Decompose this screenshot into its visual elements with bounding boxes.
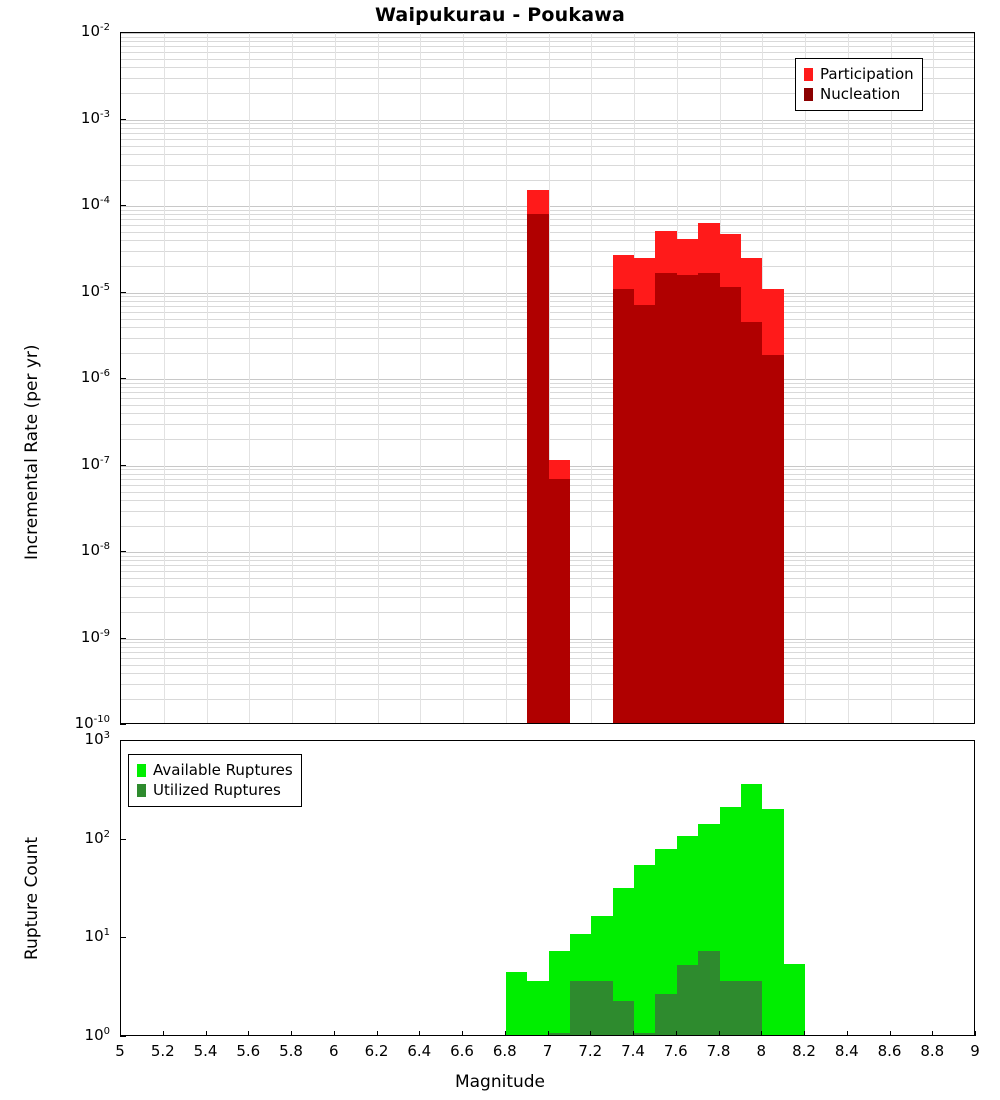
x-tick-label: 6.2 bbox=[364, 1042, 389, 1060]
bar-nucleation bbox=[677, 275, 698, 723]
utilized-color-icon bbox=[137, 784, 146, 797]
x-tick-label: 7.4 bbox=[621, 1042, 645, 1060]
y-tick-mark bbox=[120, 551, 126, 552]
x-tick-label: 5.8 bbox=[279, 1042, 303, 1060]
x-tick-mark bbox=[847, 1031, 848, 1036]
x-tick-mark bbox=[890, 1031, 891, 1036]
bar-utilized bbox=[613, 1001, 634, 1035]
top-bars bbox=[121, 33, 974, 723]
y-tick-label: $10^{-2}$ bbox=[80, 22, 110, 40]
bottom-y-axis-title: Rupture Count bbox=[22, 836, 42, 960]
x-tick-label: 6 bbox=[328, 1042, 339, 1060]
x-tick-mark bbox=[932, 1031, 933, 1036]
bar-nucleation bbox=[549, 479, 570, 723]
bar-utilized bbox=[677, 965, 698, 1035]
x-axis-title: Magnitude bbox=[454, 1072, 546, 1092]
y-tick-label: $10^0$ bbox=[84, 1026, 110, 1044]
x-tick-label: 6.4 bbox=[407, 1042, 432, 1060]
x-tick-mark bbox=[206, 1031, 207, 1036]
y-tick-label: $10^{-10}$ bbox=[74, 714, 110, 732]
x-tick-mark bbox=[462, 1031, 463, 1036]
x-tick-mark bbox=[548, 1031, 549, 1036]
x-tick-label: 7.8 bbox=[706, 1042, 731, 1060]
bar-available bbox=[549, 951, 570, 1035]
page-title: Waipukurau - Poukawa bbox=[374, 4, 626, 26]
x-tick-label: 7 bbox=[542, 1042, 553, 1060]
y-tick-mark bbox=[120, 724, 126, 725]
y-tick-label: $10^{-5}$ bbox=[80, 281, 110, 300]
y-tick-label: $10^1$ bbox=[84, 927, 110, 946]
x-tick-mark bbox=[377, 1031, 378, 1036]
x-tick-label: 9 bbox=[970, 1042, 980, 1060]
y-tick-label: $10^{-9}$ bbox=[80, 627, 110, 646]
bar-available bbox=[634, 865, 655, 1036]
x-tick-mark bbox=[719, 1031, 720, 1036]
y-tick-mark bbox=[120, 638, 126, 639]
y-tick-label: $10^2$ bbox=[84, 828, 110, 847]
y-tick-mark bbox=[120, 119, 126, 120]
x-tick-label: 7.6 bbox=[663, 1042, 688, 1060]
available-color-icon bbox=[137, 764, 146, 777]
bar-utilized bbox=[741, 981, 762, 1035]
x-tick-mark bbox=[120, 1031, 121, 1036]
legend-label-nucleation: Nucleation bbox=[820, 85, 901, 103]
y-tick-mark bbox=[120, 465, 126, 466]
x-tick-label: 5.2 bbox=[150, 1042, 175, 1060]
x-tick-mark bbox=[633, 1031, 634, 1036]
nucleation-color-icon bbox=[804, 88, 813, 101]
y-tick-mark bbox=[120, 740, 126, 741]
x-tick-label: 8.4 bbox=[834, 1042, 859, 1060]
legend-label-participation: Participation bbox=[820, 65, 914, 83]
y-tick-mark bbox=[120, 1036, 126, 1037]
bar-utilized bbox=[655, 994, 676, 1035]
y-tick-label: $10^{-3}$ bbox=[80, 108, 110, 127]
x-tick-mark bbox=[248, 1031, 249, 1036]
legend-item-participation bbox=[804, 64, 914, 84]
bar-utilized bbox=[570, 981, 591, 1035]
bar-utilized bbox=[549, 1033, 570, 1035]
x-tick-label: 7.2 bbox=[578, 1042, 603, 1060]
top-y-axis-title: Incremental Rate (per yr) bbox=[22, 344, 42, 560]
bar-utilized bbox=[591, 981, 612, 1035]
x-tick-label: 5 bbox=[115, 1042, 125, 1060]
bar-nucleation bbox=[655, 273, 676, 723]
x-tick-mark bbox=[163, 1031, 164, 1036]
bar-utilized bbox=[634, 1033, 655, 1035]
x-tick-label: 8.6 bbox=[877, 1042, 902, 1060]
bar-nucleation bbox=[720, 287, 741, 723]
y-tick-mark bbox=[120, 32, 126, 33]
bar-available bbox=[784, 964, 805, 1035]
x-tick-label: 5.6 bbox=[236, 1042, 261, 1060]
x-tick-mark bbox=[291, 1031, 292, 1036]
x-tick-mark bbox=[676, 1031, 677, 1036]
bar-utilized bbox=[698, 951, 719, 1035]
participation-color-icon bbox=[804, 68, 813, 81]
y-tick-label: $10^{-8}$ bbox=[80, 541, 110, 559]
x-tick-label: 8 bbox=[756, 1042, 767, 1060]
legend-label-available: Available Ruptures bbox=[153, 761, 293, 779]
bar-nucleation bbox=[698, 273, 719, 723]
bar-available bbox=[527, 981, 548, 1035]
x-tick-label: 6.8 bbox=[492, 1042, 517, 1060]
x-tick-mark bbox=[804, 1031, 805, 1036]
y-tick-mark bbox=[120, 937, 126, 938]
x-tick-label: 8.2 bbox=[792, 1042, 816, 1060]
legend-item-utilized bbox=[137, 780, 293, 800]
x-tick-mark bbox=[505, 1031, 506, 1036]
bar-available bbox=[506, 972, 527, 1035]
top-legend bbox=[795, 58, 923, 111]
legend-item-nucleation bbox=[804, 84, 914, 104]
x-tick-mark bbox=[590, 1031, 591, 1036]
legend-label-utilized: Utilized Ruptures bbox=[153, 781, 281, 799]
y-tick-label: $10^3$ bbox=[84, 730, 110, 748]
bar-available bbox=[762, 809, 783, 1035]
y-tick-mark bbox=[120, 378, 126, 379]
bar-nucleation bbox=[634, 305, 655, 723]
x-tick-mark bbox=[419, 1031, 420, 1036]
y-tick-mark bbox=[120, 205, 126, 206]
bar-nucleation bbox=[741, 322, 762, 723]
bottom-legend bbox=[128, 754, 302, 807]
y-tick-mark bbox=[120, 839, 126, 840]
legend-item-available bbox=[137, 760, 293, 780]
y-tick-label: $10^{-4}$ bbox=[80, 195, 110, 213]
bar-nucleation bbox=[527, 214, 548, 723]
x-tick-label: 8.8 bbox=[920, 1042, 945, 1060]
x-tick-mark bbox=[975, 1031, 976, 1036]
x-tick-mark bbox=[761, 1031, 762, 1036]
x-tick-mark bbox=[334, 1031, 335, 1036]
bar-nucleation bbox=[613, 289, 634, 723]
x-tick-label: 5.4 bbox=[193, 1042, 218, 1060]
bar-nucleation bbox=[762, 355, 783, 723]
bar-utilized bbox=[720, 981, 741, 1035]
y-tick-mark bbox=[120, 292, 126, 293]
y-tick-label: $10^{-7}$ bbox=[80, 454, 110, 473]
incremental-rate-plot bbox=[120, 32, 975, 724]
y-tick-label: $10^{-6}$ bbox=[80, 368, 110, 386]
x-tick-label: 6.6 bbox=[450, 1042, 474, 1060]
